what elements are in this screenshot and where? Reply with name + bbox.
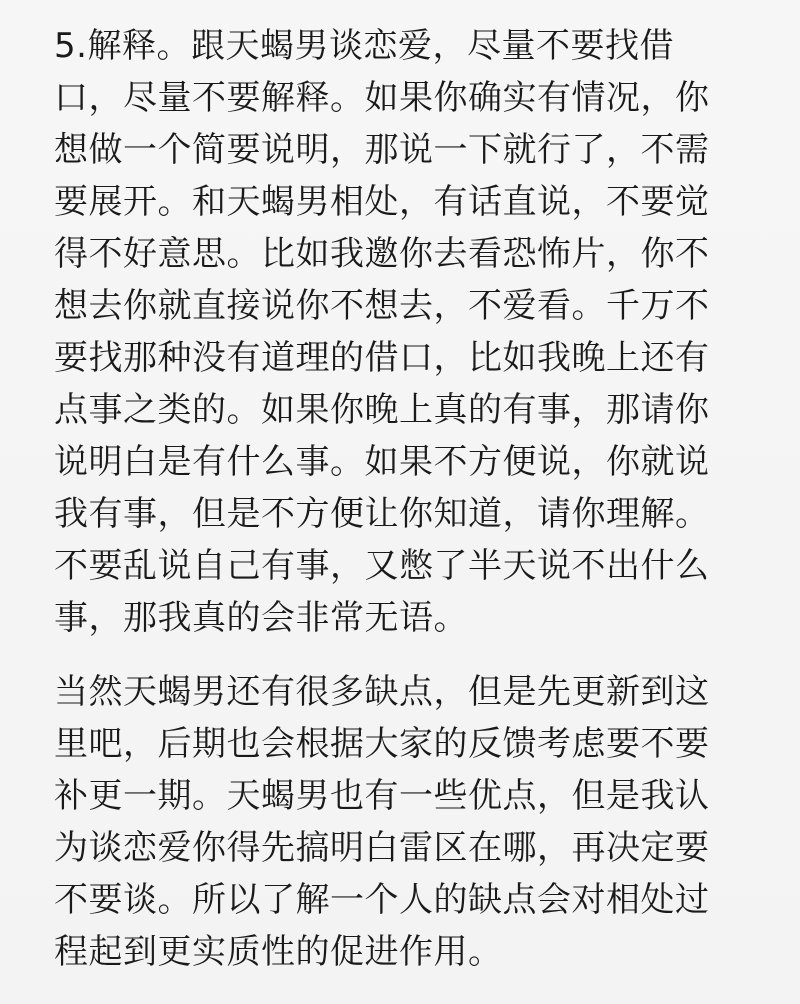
- text-line: 事，那我真的会非常无语。: [54, 598, 468, 638]
- text-line: 想去你就直接说你不想去，不爱看。千万不: [54, 286, 710, 326]
- text-line: 要展开。和天蝎男相处，有话直说，不要觉: [54, 182, 710, 222]
- text-line: 得不好意思。比如我邀你去看恐怖片，你不: [54, 234, 710, 274]
- paragraph-conclusion: [54, 666, 754, 978]
- text-line: 不要乱说自己有事，又憋了半天说不出什么: [54, 546, 710, 586]
- text-line: 不要谈。所以了解一个人的缺点会对相处过: [54, 880, 710, 920]
- text-line: 补更一期。天蝎男也有一些优点，但是我认: [54, 776, 710, 816]
- text-line: 当然天蝎男还有很多缺点，但是先更新到这: [54, 672, 710, 712]
- text-line: 想做一个简要说明，那说一下就行了，不需: [54, 130, 710, 170]
- text-line: 里吧，后期也会根据大家的反馈考虑要不要: [54, 724, 710, 764]
- text-line: 为谈恋爱你得先搞明白雷区在哪，再决定要: [54, 828, 710, 868]
- text-line: 点事之类的。如果你晚上真的有事，那请你: [54, 390, 710, 430]
- text-line: 程起到更实质性的促进作用。: [54, 932, 503, 972]
- text-line: 要找那种没有道理的借口，比如我晚上还有: [54, 338, 710, 378]
- text-line: 口，尽量不要解释。如果你确实有情况，你: [54, 78, 710, 118]
- text-line: 5.解释。跟天蝎男谈恋爱，尽量不要找借: [54, 26, 674, 66]
- text-line: 我有事，但是不方便让你知道，请你理解。: [54, 494, 710, 534]
- paragraph-explanation: [54, 20, 754, 644]
- text-line: 说明白是有什么事。如果不方便说，你就说: [54, 442, 710, 482]
